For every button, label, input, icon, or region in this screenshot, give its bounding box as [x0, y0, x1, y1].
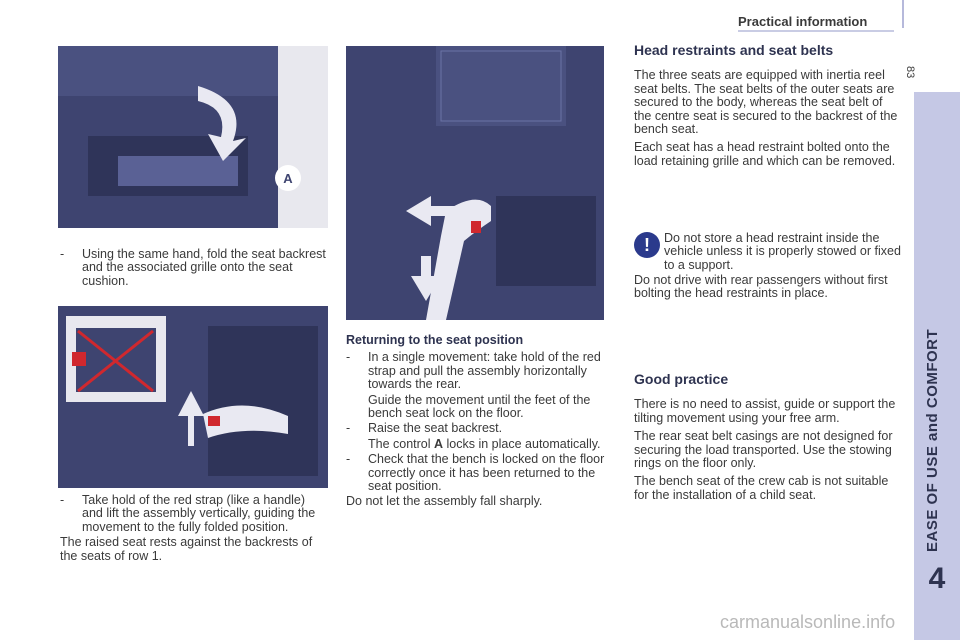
section-title: Practical information: [738, 14, 868, 29]
left-step-2-block: - Take hold of the red strap (like a handle) and lift the assembly vertically, guiding the movement to the fully folded position. The raised seat rests against the backrests of the seats of row 1.: [60, 494, 328, 568]
left-step-2-text: Take hold of the red strap (like a handle) and lift the assembly vertically, guiding the movement to the fully folded position.: [82, 493, 316, 534]
illustration-return-seat: [346, 46, 604, 320]
warning-text: Do not store a head restraint inside the vehicle unless it is properly stowed or fixed to a support.: [664, 231, 901, 272]
head-restraints-heading: Head restraints and seat belts: [634, 42, 834, 58]
good-practice-section: [634, 373, 902, 507]
seat-belts-paragraph: The three seats are equipped with inertia reel seat belts. The seat belts of the outer seats are secured to the body, whereas the seat belt of the centre seat is secured to the backrest of the bench seat.: [634, 68, 898, 137]
middle-step-3: Check that the bench is locked on the floor correctly once it has been returned to the seat position.: [368, 452, 605, 494]
middle-column: Returning to the seat position - In a single movement: take hold of the red strap and pull the assembly horizontally towards the rear. Guide the movement until the feet of the bench seat lock on the floor. - Raise the seat backrest. The control A locks in place automatically. - Check that the bench is locked on the floor correctly once it has been returned to the seat position. Do not let the assembly fall sharply.: [346, 334, 608, 514]
tilting-paragraph: There is no need to assist, guide or support the tilting movement using your free arm.: [634, 397, 896, 425]
middle-step-1-sub: Guide the movement until the feet of the bench seat lock on the floor.: [368, 392, 591, 421]
middle-step-2-sub: The control A locks in place automatically.: [368, 436, 601, 451]
middle-note: Do not let the assembly fall sharply.: [346, 494, 543, 509]
child-seat-paragraph: The bench seat of the crew cab is not suitable for the installation of a child seat.: [634, 474, 889, 502]
middle-step-1: In a single movement: take hold of the red strap and pull the assembly horizontally towards the rear.: [368, 350, 601, 392]
control-a-ref: A: [434, 436, 444, 451]
head-restraint-paragraph: Each seat has a head restraint bolted onto the load retaining grille and which can be removed.: [634, 140, 896, 168]
watermark: carmanualsonline.info: [720, 612, 896, 632]
warning-icon: !: [634, 232, 660, 258]
page-number: 83: [904, 66, 916, 79]
illustration-lift-assembly: [58, 306, 328, 488]
right-column-top: [634, 44, 902, 173]
belt-casings-paragraph: The rear seat belt casings are not designed for securing the load transported. Use the stowing rings on the floor only.: [634, 429, 893, 471]
control-a-label: A: [283, 171, 293, 186]
left-note: The raised seat rests against the backrests of the seats of row 1.: [60, 535, 313, 563]
header-rule: [738, 30, 894, 32]
left-step-1-text: Using the same hand, fold the seat backrest and the associated grille onto the seat cushion.: [82, 247, 326, 288]
returning-heading: Returning to the seat position: [346, 333, 524, 347]
chapter-sidebar: [914, 92, 960, 640]
illustration-fold-backrest: [58, 46, 328, 228]
chapter-number: 4: [928, 562, 946, 595]
good-practice-heading: Good practice: [634, 371, 729, 387]
rear-passengers-paragraph: Do not drive with rear passengers without first bolting the head restraints in place.: [634, 273, 888, 301]
header-tab-line: [902, 0, 904, 28]
middle-step-2: Raise the seat backrest.: [368, 421, 503, 436]
left-step-1: - Using the same hand, fold the seat backrest and the associated grille onto the seat cushion.: [60, 247, 326, 288]
chapter-label: EASE OF USE and COMFORT: [924, 328, 941, 552]
